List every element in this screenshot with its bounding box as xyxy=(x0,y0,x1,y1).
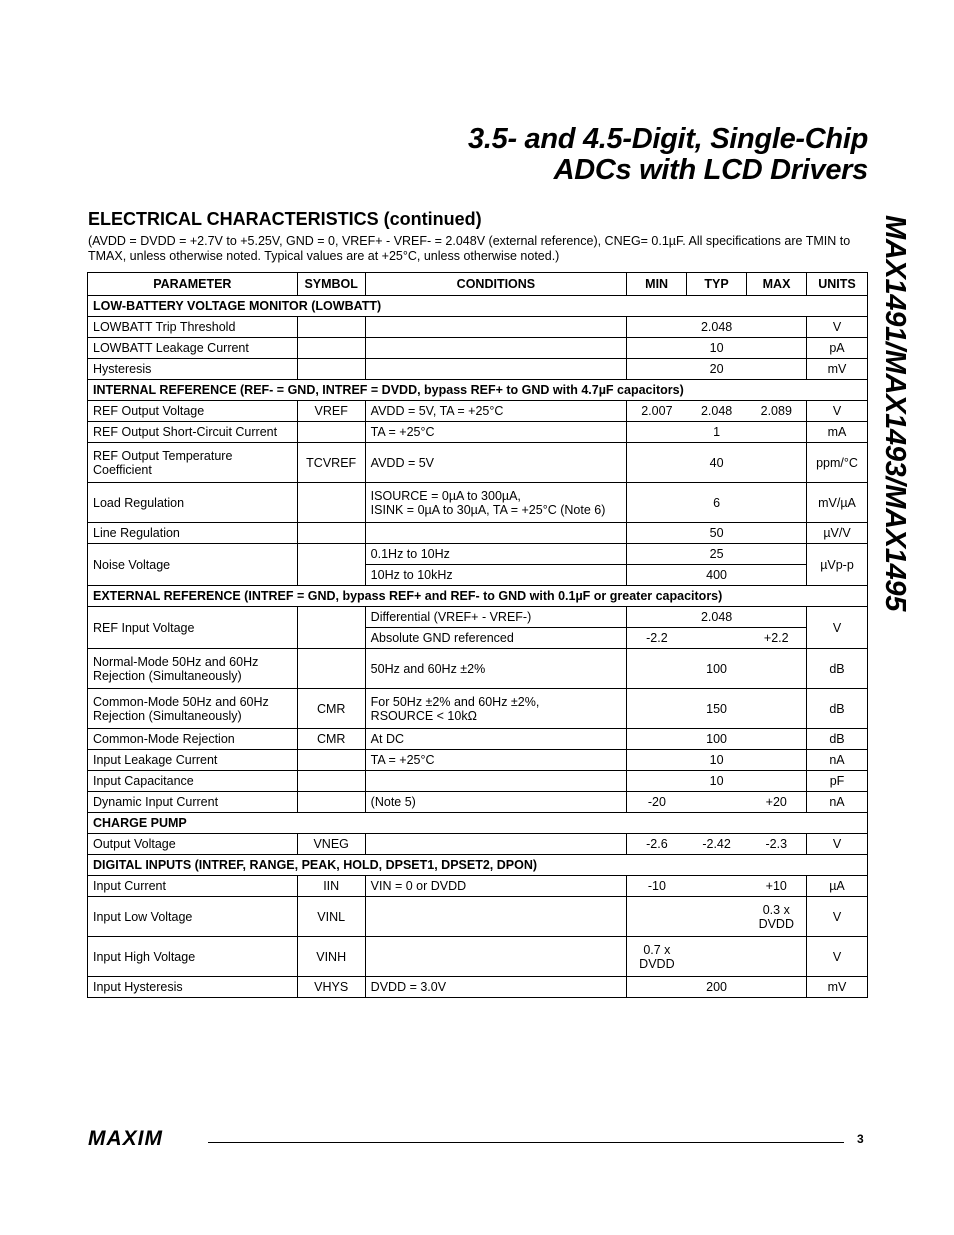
col-header-typ: TYP xyxy=(687,273,747,296)
min-line-2: DVDD xyxy=(639,956,675,971)
typ-cell: 6 xyxy=(687,483,747,523)
table-row xyxy=(88,729,868,750)
typ-cell: 2.048 xyxy=(687,607,747,628)
units-cell: dB xyxy=(807,649,868,689)
table-row xyxy=(88,443,868,483)
param-cell: REF Input Voltage xyxy=(88,607,298,649)
col-header-units: UNITS xyxy=(807,273,868,296)
title-line-1: 3.5- and 4.5-Digit, Single-Chip xyxy=(468,123,868,155)
typ-cell: 1 xyxy=(687,422,747,443)
page-title xyxy=(468,124,868,186)
symbol-cell: VHYS xyxy=(297,977,365,998)
page-number: 3 xyxy=(857,1132,864,1146)
table-row xyxy=(88,689,868,729)
table-row xyxy=(88,359,868,380)
table-row xyxy=(88,977,868,998)
typ-cell: 150 xyxy=(687,689,747,729)
conditions-cell: VIN = 0 or DVDD xyxy=(365,876,626,897)
min-cell xyxy=(627,937,687,977)
param-cell: Input Capacitance xyxy=(88,771,298,792)
table-row xyxy=(88,649,868,689)
units-cell: µV/V xyxy=(807,523,868,544)
units-cell: mA xyxy=(807,422,868,443)
units-cell: dB xyxy=(807,729,868,750)
typ-cell: 400 xyxy=(687,565,747,586)
symbol-cell: VINH xyxy=(297,937,365,977)
min-cell: 2.007 xyxy=(627,401,687,422)
col-header-conditions: CONDITIONS xyxy=(365,273,626,296)
param-cell: Noise Voltage xyxy=(88,544,298,586)
col-header-symbol: SYMBOL xyxy=(297,273,365,296)
conditions-cell: AVDD = 5V xyxy=(365,443,626,483)
conditions-line-2: RSOURCE < 10kΩ xyxy=(370,708,477,723)
param-cell: Input Current xyxy=(88,876,298,897)
conditions-cell: Absolute GND referenced xyxy=(365,628,626,649)
table-row xyxy=(88,834,868,855)
typ-cell: 10 xyxy=(687,338,747,359)
table-row xyxy=(88,750,868,771)
units-cell: nA xyxy=(807,792,868,813)
table-row xyxy=(88,317,868,338)
max-cell: -2.3 xyxy=(747,834,807,855)
conditions-line-1: For 50Hz ±2% and 60Hz ±2%, xyxy=(370,694,540,709)
typ-cell: 100 xyxy=(687,649,747,689)
param-cell: Output Voltage xyxy=(88,834,298,855)
symbol-cell: VNEG xyxy=(297,834,365,855)
conditions-cell: Differential (VREF+ - VREF-) xyxy=(365,607,626,628)
table-row xyxy=(88,401,868,422)
conditions-cell: AVDD = 5V, TA = +25°C xyxy=(365,401,626,422)
typ-cell: 100 xyxy=(687,729,747,750)
param-cell: Input Hysteresis xyxy=(88,977,298,998)
param-cell: Hysteresis xyxy=(88,359,298,380)
conditions-cell: DVDD = 3.0V xyxy=(365,977,626,998)
table-row xyxy=(88,544,868,565)
symbol-cell: TCVREF xyxy=(297,443,365,483)
footer-rule xyxy=(208,1142,844,1143)
table-header-row xyxy=(88,273,868,296)
conditions-cell: 50Hz and 60Hz ±2% xyxy=(365,649,626,689)
param-cell: Load Regulation xyxy=(88,483,298,523)
section-row: LOW-BATTERY VOLTAGE MONITOR (LOWBATT) xyxy=(88,296,868,317)
max-line-1: 0.3 x xyxy=(762,902,790,917)
param-cell: Line Regulation xyxy=(88,523,298,544)
table-row xyxy=(88,422,868,443)
min-cell: -2.6 xyxy=(627,834,687,855)
typ-cell: 2.048 xyxy=(687,401,747,422)
col-header-min: MIN xyxy=(627,273,687,296)
max-cell: +2.2 xyxy=(747,628,807,649)
section-row: DIGITAL INPUTS (INTREF, RANGE, PEAK, HOLD, DPSET1, DPSET2, DPON) xyxy=(88,855,868,876)
typ-cell: 40 xyxy=(687,443,747,483)
typ-cell: 10 xyxy=(687,750,747,771)
units-cell: mV xyxy=(807,359,868,380)
param-cell: LOWBATT Leakage Current xyxy=(88,338,298,359)
conditions-cell: 0.1Hz to 10Hz xyxy=(365,544,626,565)
maxim-logo-text: MAXIM xyxy=(88,1127,163,1149)
units-cell: pF xyxy=(807,771,868,792)
conditions-cell xyxy=(365,689,626,729)
units-cell: ppm/°C xyxy=(807,443,868,483)
conditions-line-1: ISOURCE = 0µA to 300µA, xyxy=(370,488,521,503)
typ-cell: 50 xyxy=(687,523,747,544)
units-cell: V xyxy=(807,401,868,422)
table-row xyxy=(88,771,868,792)
table-row xyxy=(88,483,868,523)
units-cell: mV xyxy=(807,977,868,998)
param-cell: Input Low Voltage xyxy=(88,897,298,937)
table-row xyxy=(88,523,868,544)
table-row xyxy=(88,792,868,813)
typ-cell: -2.42 xyxy=(687,834,747,855)
param-cell: REF Output Voltage xyxy=(88,401,298,422)
conditions-cell: TA = +25°C xyxy=(365,750,626,771)
table-row xyxy=(88,897,868,937)
typ-cell: 20 xyxy=(687,359,747,380)
symbol-cell: CMR xyxy=(297,729,365,750)
typ-cell: 200 xyxy=(687,977,747,998)
param-cell: Common-Mode Rejection xyxy=(88,729,298,750)
section-row: EXTERNAL REFERENCE (INTREF = GND, bypass REF+ and REF- to GND with 0.1µF or greater capacitors) xyxy=(88,586,868,607)
maxim-logo xyxy=(88,1127,200,1149)
typ-cell: 25 xyxy=(687,544,747,565)
title-line-2: ADCs with LCD Drivers xyxy=(553,154,868,186)
conditions-cell: At DC xyxy=(365,729,626,750)
test-conditions: (AVDD = DVDD = +2.7V to +5.25V, GND = 0, VREF+ - VREF- = 2.048V (external reference), CNEG= 0.1µF. All specifications are TMIN to TMAX, unless otherwise noted. Typical values are at +25°C, unless otherwise noted.) xyxy=(88,234,851,263)
side-part-number xyxy=(880,215,910,715)
symbol-cell: CMR xyxy=(297,689,365,729)
max-cell: +20 xyxy=(747,792,807,813)
param-cell: REF Output Short-Circuit Current xyxy=(88,422,298,443)
units-cell: mV/µA xyxy=(807,483,868,523)
conditions-cell: 10Hz to 10kHz xyxy=(365,565,626,586)
symbol-cell: VINL xyxy=(297,897,365,937)
min-cell: -20 xyxy=(627,792,687,813)
max-cell: +10 xyxy=(747,876,807,897)
min-cell: -2.2 xyxy=(627,628,687,649)
max-cell xyxy=(747,897,807,937)
param-cell: REF Output Temperature Coefficient xyxy=(88,443,298,483)
section-row: CHARGE PUMP xyxy=(88,813,868,834)
conditions-line-2: ISINK = 0µA to 30µA, TA = +25°C (Note 6) xyxy=(370,502,606,517)
units-cell: V xyxy=(807,607,868,649)
param-cell: Normal-Mode 50Hz and 60Hz Rejection (Simultaneously) xyxy=(88,649,298,689)
typ-cell: 10 xyxy=(687,771,747,792)
param-cell: LOWBATT Trip Threshold xyxy=(88,317,298,338)
param-cell: Input High Voltage xyxy=(88,937,298,977)
units-cell: V xyxy=(807,317,868,338)
units-cell: V xyxy=(807,834,868,855)
typ-cell: 2.048 xyxy=(687,317,747,338)
max-line-2: DVDD xyxy=(758,916,794,931)
units-cell: µA xyxy=(807,876,868,897)
param-cell: Input Leakage Current xyxy=(88,750,298,771)
param-cell: Common-Mode 50Hz and 60Hz Rejection (Simultaneously) xyxy=(88,689,298,729)
min-cell: -10 xyxy=(627,876,687,897)
col-header-parameter: PARAMETER xyxy=(88,273,298,296)
table-row xyxy=(88,876,868,897)
table-row xyxy=(88,338,868,359)
section-heading: ELECTRICAL CHARACTERISTICS (continued) xyxy=(88,209,482,229)
conditions-cell xyxy=(365,483,626,523)
symbol-cell: VREF xyxy=(297,401,365,422)
electrical-characteristics-table xyxy=(87,272,868,998)
table-row xyxy=(88,937,868,977)
min-line-1: 0.7 x xyxy=(643,942,671,957)
max-cell: 2.089 xyxy=(747,401,807,422)
conditions-cell: (Note 5) xyxy=(365,792,626,813)
table-row xyxy=(88,607,868,628)
units-cell: nA xyxy=(807,750,868,771)
units-cell: pA xyxy=(807,338,868,359)
param-cell: Dynamic Input Current xyxy=(88,792,298,813)
units-cell: µVp-p xyxy=(807,544,868,586)
side-title-text: MAX1491/MAX1493/MAX1495 xyxy=(879,215,911,612)
col-header-max: MAX xyxy=(747,273,807,296)
symbol-cell: IIN xyxy=(297,876,365,897)
conditions-cell: TA = +25°C xyxy=(365,422,626,443)
units-cell: dB xyxy=(807,689,868,729)
units-cell: V xyxy=(807,937,868,977)
section-row: INTERNAL REFERENCE (REF- = GND, INTREF = DVDD, bypass REF+ to GND with 4.7µF capacitors) xyxy=(88,380,868,401)
units-cell: V xyxy=(807,897,868,937)
